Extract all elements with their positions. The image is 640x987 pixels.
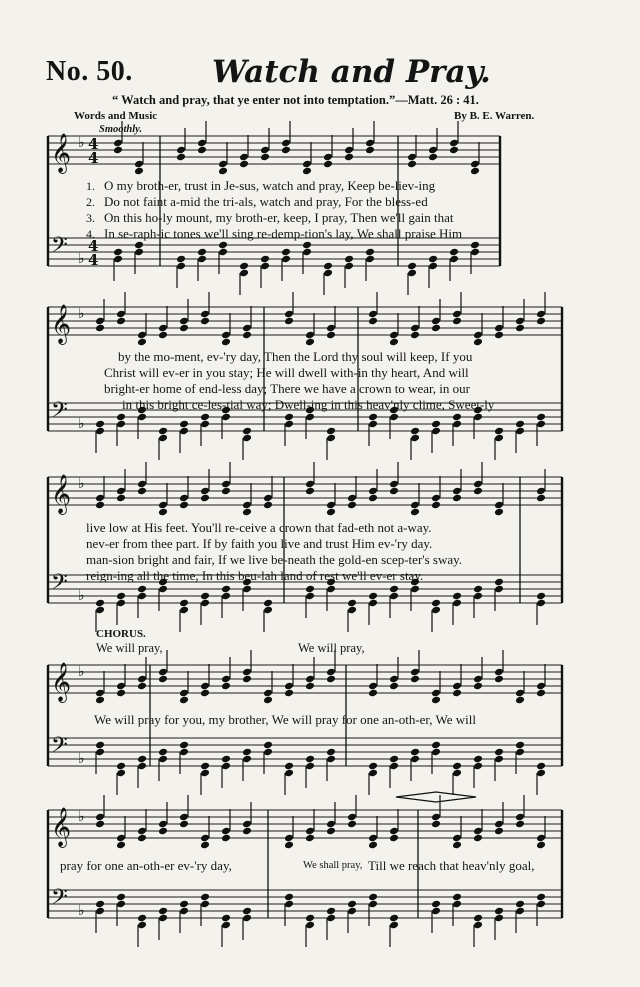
note-head-icon xyxy=(449,248,459,256)
note-head-icon xyxy=(368,689,378,697)
note-head-icon xyxy=(452,494,462,502)
note-head-icon xyxy=(200,413,210,421)
note-head-icon xyxy=(473,682,483,690)
note-head-icon xyxy=(239,262,249,270)
note-head-icon xyxy=(179,599,189,607)
note-head-icon xyxy=(389,682,399,690)
note-head-icon xyxy=(431,696,441,704)
note-head-icon xyxy=(116,317,126,325)
note-head-icon xyxy=(431,420,441,428)
note-head-icon xyxy=(221,338,231,346)
lyric-line-s3-2: nev-er from thee part. If by faith you live and trust Him ev-'ry day. xyxy=(86,536,433,551)
flat-key-signature-icon: ♭ xyxy=(78,135,85,151)
note-head-icon xyxy=(368,317,378,325)
note-head-icon xyxy=(428,153,438,161)
lyric-text: In se-raph-ic tones we'll sing re-demp-tion's lay, We shall praise Him xyxy=(104,226,463,241)
note-head-icon xyxy=(218,167,228,175)
note-head-icon xyxy=(494,748,504,756)
note-head-icon xyxy=(536,494,546,502)
chorus-lyric-line-1: We will pray for you, my brother, We will pray for one an-oth-er, We will xyxy=(94,712,476,727)
note-head-icon xyxy=(473,585,483,593)
note-head-icon xyxy=(197,146,207,154)
note-head-icon xyxy=(242,748,252,756)
note-head-icon xyxy=(473,338,483,346)
note-head-icon xyxy=(137,914,147,922)
note-head-icon xyxy=(431,900,441,908)
note-head-icon xyxy=(410,331,420,339)
note-head-icon xyxy=(260,153,270,161)
note-head-icon xyxy=(389,914,399,922)
note-head-icon xyxy=(179,420,189,428)
hymn-number: No. 50. xyxy=(46,56,133,87)
bass-clef-icon: 𝄢 xyxy=(51,398,68,428)
flat-key-signature-icon: ♭ xyxy=(78,251,85,267)
note-head-icon xyxy=(410,748,420,756)
note-head-icon xyxy=(326,427,336,435)
note-head-icon xyxy=(242,508,252,516)
chorus-label: CHORUS. xyxy=(96,628,146,640)
treble-clef-icon: 𝄞 xyxy=(51,304,72,344)
note-head-icon xyxy=(218,241,228,249)
note-head-icon xyxy=(305,585,315,593)
note-head-icon xyxy=(389,487,399,495)
note-head-icon xyxy=(116,413,126,421)
note-head-icon xyxy=(137,682,147,690)
lyric-line-s3-1: live low at His feet. You'll re-ceive a crown that fad-eth not a-way. xyxy=(86,520,432,535)
note-head-icon xyxy=(407,262,417,270)
note-head-icon xyxy=(473,914,483,922)
time-signature-icon: 4 xyxy=(88,251,99,269)
note-head-icon xyxy=(95,900,105,908)
treble-clef-icon: 𝄞 xyxy=(51,662,72,702)
note-head-icon xyxy=(158,748,168,756)
note-head-icon xyxy=(410,675,420,683)
note-head-icon xyxy=(515,820,525,828)
note-head-icon xyxy=(284,689,294,697)
note-head-icon xyxy=(389,755,399,763)
note-head-icon xyxy=(452,893,462,901)
lyric-line-s3-3: man-sion bright and fair, If we live be-neath the gold-en scep-ter's sway. xyxy=(86,552,463,567)
note-head-icon xyxy=(134,167,144,175)
note-head-icon xyxy=(368,494,378,502)
note-head-icon xyxy=(242,675,252,683)
hairpin-dynamic-icon xyxy=(396,792,476,802)
note-head-icon xyxy=(452,689,462,697)
note-head-icon xyxy=(242,331,252,339)
note-head-icon xyxy=(494,578,504,586)
scripture-epigraph: “ Watch and pray, that ye enter not into temptation.”—Matt. 26 : 41. xyxy=(112,93,479,107)
note-head-icon xyxy=(116,689,126,697)
lyric-line-s1-4 xyxy=(86,226,462,242)
lyric-line-s1-2 xyxy=(86,194,428,210)
chorus-lyric-line-2c: Till we reach that heav'nly goal, xyxy=(368,858,535,873)
note-head-icon xyxy=(113,248,123,256)
note-head-icon xyxy=(344,255,354,263)
note-head-icon xyxy=(326,675,336,683)
chorus-cue-right: We will pray, xyxy=(298,641,365,655)
note-head-icon xyxy=(158,907,168,915)
note-head-icon xyxy=(323,262,333,270)
note-head-icon xyxy=(179,741,189,749)
note-head-icon xyxy=(158,508,168,516)
note-head-icon xyxy=(473,834,483,842)
note-head-icon xyxy=(239,160,249,168)
note-head-icon xyxy=(158,331,168,339)
verse-number: 4. xyxy=(86,227,95,241)
note-head-icon xyxy=(284,893,294,901)
note-head-icon xyxy=(116,762,126,770)
note-head-icon xyxy=(137,487,147,495)
note-head-icon xyxy=(452,762,462,770)
note-head-icon xyxy=(365,248,375,256)
note-head-icon xyxy=(452,841,462,849)
note-head-icon xyxy=(221,914,231,922)
lyric-line-s2-3: bright-er home of end-less day; There we have a crown to wear, in our xyxy=(104,381,470,396)
note-head-icon xyxy=(305,834,315,842)
credit-words-and-music: Words and Music xyxy=(74,110,158,122)
note-head-icon xyxy=(179,696,189,704)
note-head-icon xyxy=(284,841,294,849)
verse-number: 3. xyxy=(86,211,95,225)
note-head-icon xyxy=(347,900,357,908)
note-head-icon xyxy=(263,501,273,509)
note-head-icon xyxy=(137,338,147,346)
note-head-icon xyxy=(515,741,525,749)
note-head-icon xyxy=(284,762,294,770)
note-head-icon xyxy=(515,324,525,332)
note-head-icon xyxy=(281,248,291,256)
note-head-icon xyxy=(494,427,504,435)
note-head-icon xyxy=(200,592,210,600)
note-head-icon xyxy=(284,317,294,325)
note-head-icon xyxy=(221,834,231,842)
flat-key-signature-icon: ♭ xyxy=(78,306,85,322)
note-head-icon xyxy=(284,413,294,421)
note-head-icon xyxy=(326,331,336,339)
note-head-icon xyxy=(200,841,210,849)
note-head-icon xyxy=(95,420,105,428)
note-head-icon xyxy=(494,907,504,915)
note-head-icon xyxy=(158,675,168,683)
note-head-icon xyxy=(221,487,231,495)
treble-clef-icon: 𝄞 xyxy=(51,474,72,514)
note-head-icon xyxy=(407,160,417,168)
bass-clef-icon: 𝄢 xyxy=(51,885,68,915)
note-head-icon xyxy=(347,599,357,607)
note-head-icon xyxy=(389,338,399,346)
note-head-icon xyxy=(431,324,441,332)
note-head-icon xyxy=(536,413,546,421)
flat-key-signature-icon: ♭ xyxy=(78,903,85,919)
note-head-icon xyxy=(200,762,210,770)
note-head-icon xyxy=(176,153,186,161)
note-head-icon xyxy=(347,820,357,828)
note-head-icon xyxy=(95,696,105,704)
note-head-icon xyxy=(449,146,459,154)
note-head-icon xyxy=(536,592,546,600)
note-head-icon xyxy=(200,689,210,697)
flat-key-signature-icon: ♭ xyxy=(78,664,85,680)
note-head-icon xyxy=(134,241,144,249)
time-signature-icon: 4 xyxy=(88,149,99,167)
note-head-icon xyxy=(473,755,483,763)
note-head-icon xyxy=(137,585,147,593)
credit-composer: By B. E. Warren. xyxy=(454,110,535,122)
lyric-line-s2-1: by the mo-ment, ev-'ry day, Then the Lord thy soul will keep, If you xyxy=(118,349,473,364)
chorus-cue-left: We will pray, xyxy=(96,641,163,655)
note-head-icon xyxy=(347,501,357,509)
note-head-icon xyxy=(389,585,399,593)
note-head-icon xyxy=(470,167,480,175)
lyric-line-s1-3 xyxy=(86,210,454,226)
note-head-icon xyxy=(179,820,189,828)
lyric-text: Do not faint a-mid the tri-als, watch and pray, For the bless-ed xyxy=(104,194,428,209)
note-head-icon xyxy=(536,841,546,849)
flat-key-signature-icon: ♭ xyxy=(78,588,85,604)
note-head-icon xyxy=(137,755,147,763)
note-head-icon xyxy=(200,317,210,325)
note-head-icon xyxy=(536,893,546,901)
note-head-icon xyxy=(200,893,210,901)
note-head-icon xyxy=(95,820,105,828)
note-head-icon xyxy=(494,827,504,835)
note-head-icon xyxy=(158,427,168,435)
note-head-icon xyxy=(410,508,420,516)
treble-clef-icon: 𝄞 xyxy=(51,133,72,173)
note-head-icon xyxy=(305,338,315,346)
time-signature-icon: 4 xyxy=(88,237,99,255)
note-head-icon xyxy=(515,900,525,908)
note-head-icon xyxy=(431,741,441,749)
note-head-icon xyxy=(263,741,273,749)
note-head-icon xyxy=(326,907,336,915)
note-head-icon xyxy=(323,160,333,168)
note-head-icon xyxy=(431,501,441,509)
note-head-icon xyxy=(305,755,315,763)
note-head-icon xyxy=(368,762,378,770)
note-head-icon xyxy=(221,755,231,763)
note-head-icon xyxy=(281,146,291,154)
note-head-icon xyxy=(365,146,375,154)
note-head-icon xyxy=(410,427,420,435)
lyric-line-s2-2: Christ will ev-er in you stay; He will dwell with-in thy heart, And will xyxy=(104,365,469,380)
note-head-icon xyxy=(326,827,336,835)
note-head-icon xyxy=(470,241,480,249)
lyric-line-s1-1 xyxy=(86,178,435,194)
note-head-icon xyxy=(263,599,273,607)
note-head-icon xyxy=(116,893,126,901)
note-head-icon xyxy=(263,696,273,704)
note-head-icon xyxy=(221,585,231,593)
note-head-icon xyxy=(95,741,105,749)
note-head-icon xyxy=(116,494,126,502)
note-head-icon xyxy=(305,487,315,495)
note-head-icon xyxy=(494,508,504,516)
bass-clef-icon: 𝄢 xyxy=(51,570,68,600)
note-head-icon xyxy=(368,413,378,421)
note-head-icon xyxy=(158,827,168,835)
note-head-icon xyxy=(536,689,546,697)
note-head-icon xyxy=(200,494,210,502)
note-head-icon xyxy=(428,255,438,263)
note-head-icon xyxy=(302,167,312,175)
note-head-icon xyxy=(452,317,462,325)
note-head-icon xyxy=(389,834,399,842)
verse-number: 1. xyxy=(86,179,95,193)
note-head-icon xyxy=(260,255,270,263)
note-head-icon xyxy=(242,427,252,435)
note-head-icon xyxy=(242,827,252,835)
treble-clef-icon: 𝄞 xyxy=(51,807,72,847)
flat-key-signature-icon: ♭ xyxy=(78,809,85,825)
lyric-text: On this ho-ly mount, my broth-er, keep, I pray, Then we'll gain that xyxy=(104,210,454,225)
note-head-icon xyxy=(344,153,354,161)
note-head-icon xyxy=(452,413,462,421)
note-head-icon xyxy=(515,696,525,704)
note-head-icon xyxy=(176,255,186,263)
note-head-icon xyxy=(536,762,546,770)
tempo-marking: Smoothly. xyxy=(99,124,143,135)
note-head-icon xyxy=(113,146,123,154)
flat-key-signature-icon: ♭ xyxy=(78,751,85,767)
note-head-icon xyxy=(494,675,504,683)
note-head-icon xyxy=(116,841,126,849)
note-head-icon xyxy=(326,508,336,516)
note-head-icon xyxy=(95,501,105,509)
lyric-text: O my broth-er, trust in Je-sus, watch and pray, Keep be-liev-ing xyxy=(104,178,436,193)
note-head-icon xyxy=(431,599,441,607)
note-head-icon xyxy=(368,841,378,849)
note-head-icon xyxy=(536,317,546,325)
note-head-icon xyxy=(302,241,312,249)
note-head-icon xyxy=(368,893,378,901)
bass-clef-icon: 𝄢 xyxy=(51,733,68,763)
bass-clef-icon: 𝄢 xyxy=(51,233,68,263)
lyric-line-s3-4: reign-ing all the time, In this beu-lah land of rest we'll ev-er stay. xyxy=(86,568,424,583)
note-head-icon xyxy=(179,324,189,332)
verse-number: 2. xyxy=(86,195,95,209)
chorus-lyric-line-2b: We shall pray, xyxy=(303,860,363,871)
time-signature-icon: 4 xyxy=(88,135,99,153)
note-head-icon xyxy=(221,682,231,690)
note-head-icon xyxy=(116,592,126,600)
flat-key-signature-icon: ♭ xyxy=(78,476,85,492)
note-head-icon xyxy=(305,682,315,690)
note-head-icon xyxy=(452,592,462,600)
flat-key-signature-icon: ♭ xyxy=(78,416,85,432)
note-head-icon xyxy=(473,487,483,495)
chorus-lyric-line-2a: pray for one an-oth-er ev-'ry day, xyxy=(60,858,232,873)
note-head-icon xyxy=(197,248,207,256)
lyric-line-s2-4: in this bright ce-les-tial way; Dwell-ing in this heav'nly clime, Sweet-ly xyxy=(122,397,495,412)
hymn-title: Watch and Pray. xyxy=(212,54,491,90)
note-head-icon xyxy=(179,900,189,908)
note-head-icon xyxy=(494,331,504,339)
note-head-icon xyxy=(431,820,441,828)
note-head-icon xyxy=(515,420,525,428)
note-head-icon xyxy=(326,748,336,756)
note-head-icon xyxy=(95,599,105,607)
note-head-icon xyxy=(305,914,315,922)
note-head-icon xyxy=(368,592,378,600)
note-head-icon xyxy=(179,501,189,509)
note-head-icon xyxy=(242,907,252,915)
note-head-icon xyxy=(95,324,105,332)
note-head-icon xyxy=(137,834,147,842)
